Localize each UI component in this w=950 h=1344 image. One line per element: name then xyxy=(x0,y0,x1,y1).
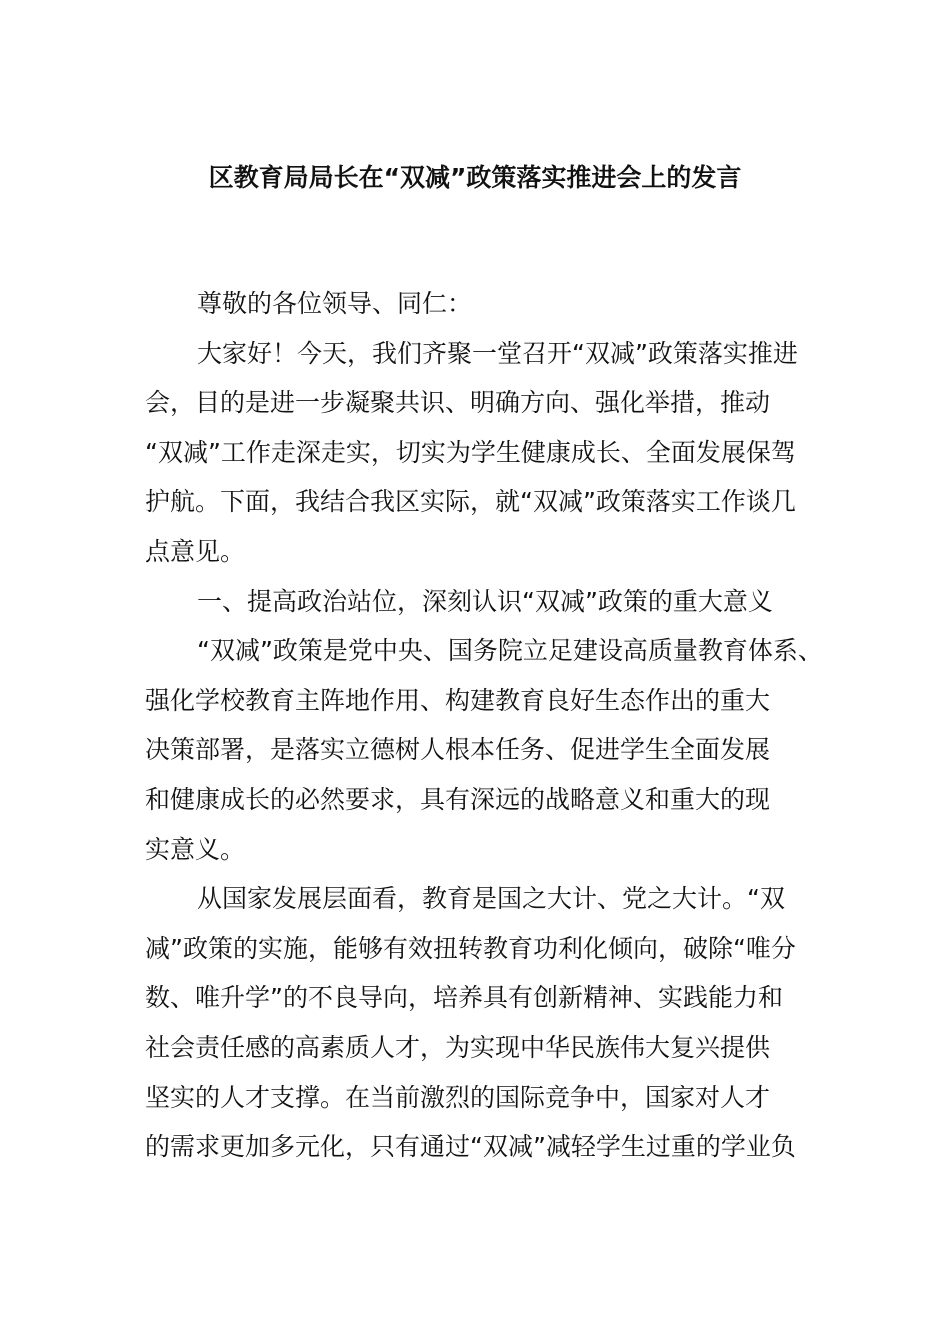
paragraph-line: “双减”政策是党中央、国务院立足建设高质量教育体系、 xyxy=(197,636,823,666)
paragraph-line: 大家好！今天，我们齐聚一堂召开“双减”政策落实推进 xyxy=(197,338,798,368)
paragraph-line: 会，目的是进一步凝聚共识、明确方向、强化举措，推动 xyxy=(145,388,771,418)
paragraph-line: 点意见。 xyxy=(145,536,246,566)
paragraph-line: 从国家发展层面看，教育是国之大计、党之大计。“双 xyxy=(197,884,785,914)
paragraph-line: 数、唯升学”的不良导向，培养具有创新精神、实践能力和 xyxy=(145,983,783,1013)
paragraph-line: 尊敬的各位领导、同仁： xyxy=(197,289,473,318)
paragraph-line: 的需求更加多元化，只有通过“双减”减轻学生过重的学业负 xyxy=(145,1132,796,1162)
document-body xyxy=(145,279,825,1172)
paragraph-line: 护航。下面，我结合我区实际，就“双减”政策落实工作谈几 xyxy=(145,487,796,517)
section-heading: 一、提高政治站位，深刻认识“双减”政策的重大意义 xyxy=(197,586,773,616)
paragraph-line: 社会责任感的高素质人才，为实现中华民族伟大复兴提供 xyxy=(145,1032,771,1062)
paragraph-line: 坚实的人才支撑。在当前激烈的国际竞争中，国家对人才 xyxy=(145,1082,771,1112)
document-title: 区教育局局长在“双减”政策落实推进会上的发言 xyxy=(208,163,742,192)
paragraph-line: 和健康成长的必然要求，具有深远的战略意义和重大的现 xyxy=(145,784,771,814)
paragraph-line: 实意义。 xyxy=(145,834,246,864)
paragraph-line: “双减”工作走深走实，切实为学生健康成长、全面发展保驾 xyxy=(145,437,796,467)
paragraph-line: 减”政策的实施，能够有效扭转教育功利化倾向，破除“唯分 xyxy=(145,933,796,963)
paragraph-line: 决策部署，是落实立德树人根本任务、促进学生全面发展 xyxy=(145,735,771,765)
paragraph-line: 强化学校教育主阵地作用、构建教育良好生态作出的重大 xyxy=(145,685,771,715)
